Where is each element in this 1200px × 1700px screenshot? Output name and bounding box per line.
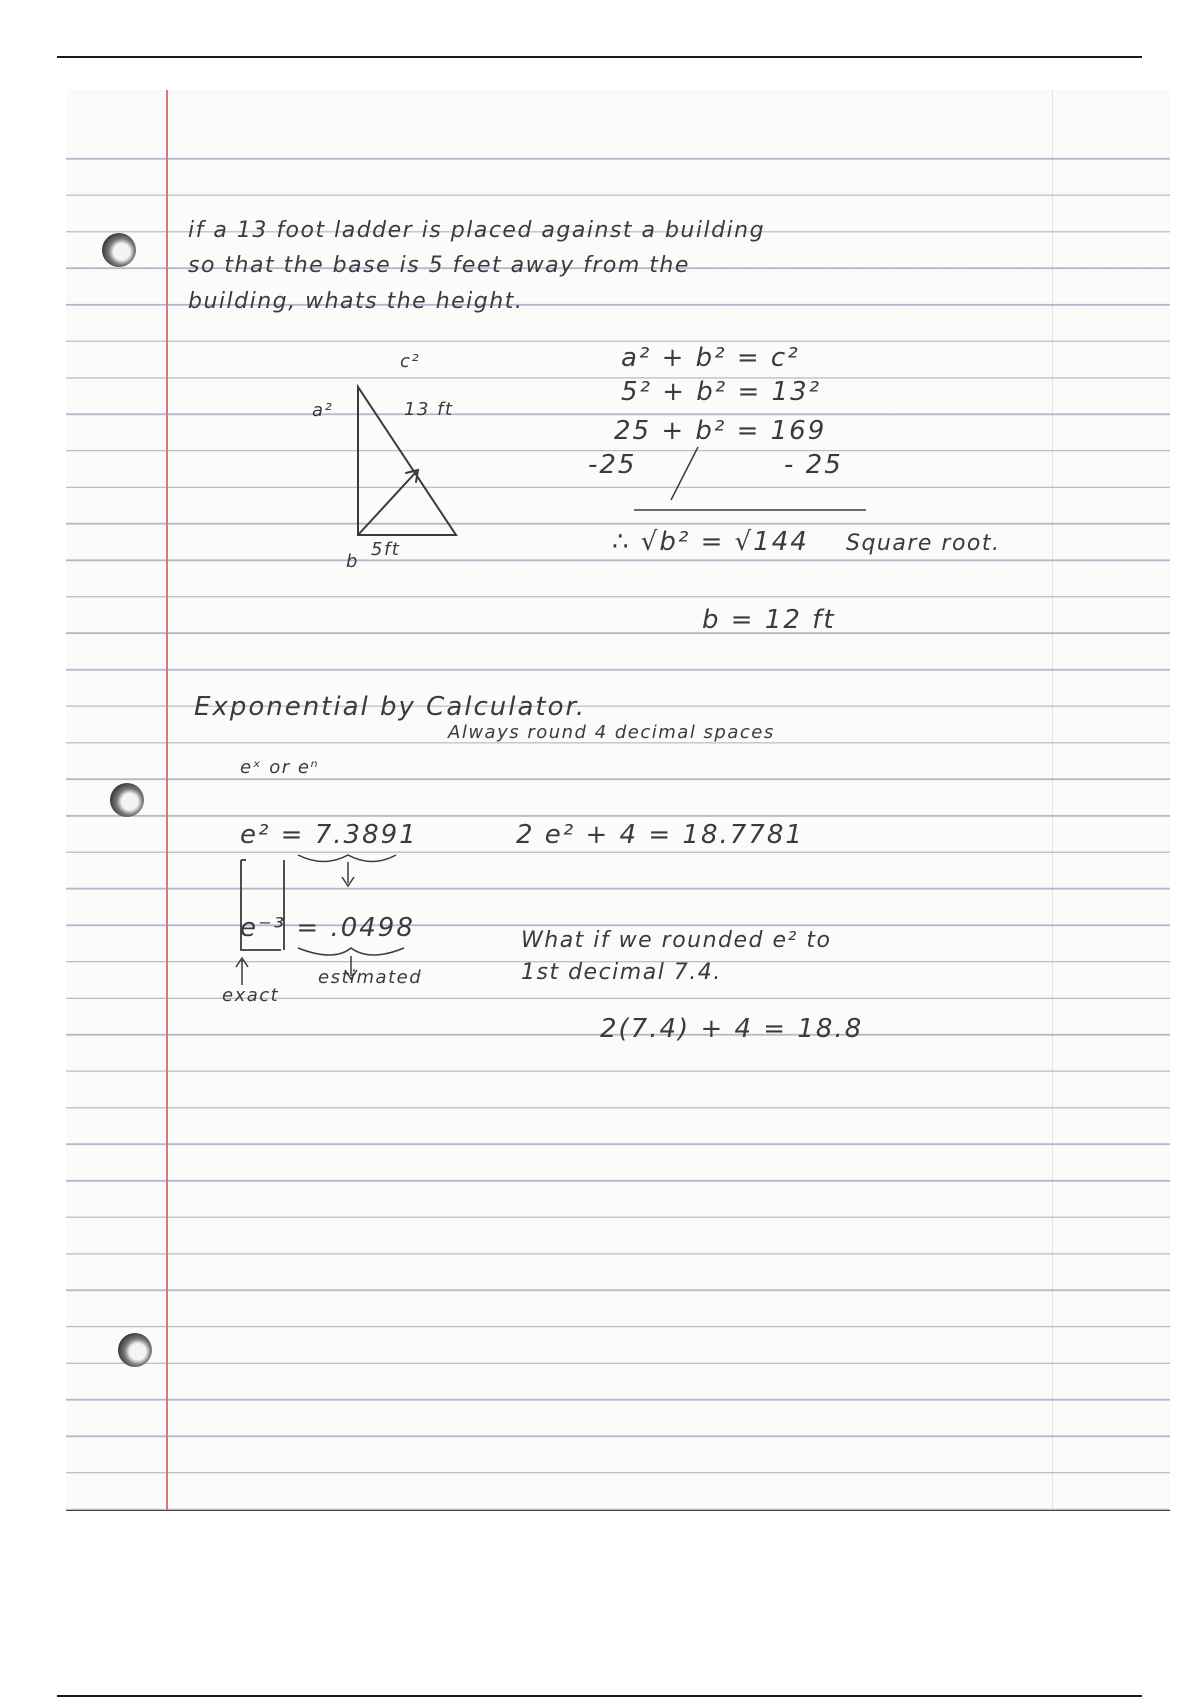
label-base-variable: b [346, 551, 359, 572]
bottom-rule [57, 1695, 1142, 1697]
problem-line-1: if a 13 foot ladder is placed against a building [188, 218, 766, 243]
exponential-forms: eˣ or eⁿ [240, 757, 320, 778]
label-vertical-side: a² [312, 400, 334, 421]
problem-line-2: so that the base is 5 feet away from the [188, 253, 690, 278]
calculation-rounded: 2(7.4) + 4 = 18.8 [600, 1014, 864, 1044]
label-hypotenuse-length: 13 ft [404, 399, 454, 420]
rounding-question-line-2: 1st decimal 7.4. [521, 960, 722, 985]
label-hypotenuse: c² [400, 351, 421, 372]
notebook-page [66, 90, 1170, 1510]
pythagoras-result: b = 12 ft [702, 605, 836, 635]
pythagoras-step-5: ∴ √b² = √144 [612, 527, 809, 557]
pythagoras-step-2: 5² + b² = 13² [621, 377, 822, 407]
pythagoras-step-1: a² + b² = c² [621, 343, 800, 373]
rounding-note: Always round 4 decimal spaces [448, 722, 775, 743]
ladder-triangle-sketch [66, 90, 1170, 1510]
rounding-question-line-1: What if we rounded e² to [521, 928, 832, 953]
label-base-length: 5ft [371, 539, 401, 560]
example-e-minus-3: e⁻³ = .0498 [240, 913, 415, 943]
example-e-squared: e² = 7.3891 [240, 820, 418, 850]
label-estimated: estimated [318, 967, 423, 988]
problem-line-3: building, whats the height. [188, 289, 524, 314]
calculation-exact: 2 e² + 4 = 18.7781 [516, 820, 804, 850]
page-bottom-edge [66, 1510, 1170, 1511]
pythagoras-step-4-left: -25 [588, 450, 637, 480]
square-root-note: Square root. [846, 531, 1001, 556]
label-exact: exact [222, 985, 280, 1006]
top-rule [57, 56, 1142, 58]
exponential-heading: Exponential by Calculator. [194, 692, 587, 722]
pythagoras-step-3: 25 + b² = 169 [614, 416, 827, 446]
pythagoras-step-4-right: - 25 [784, 450, 843, 480]
